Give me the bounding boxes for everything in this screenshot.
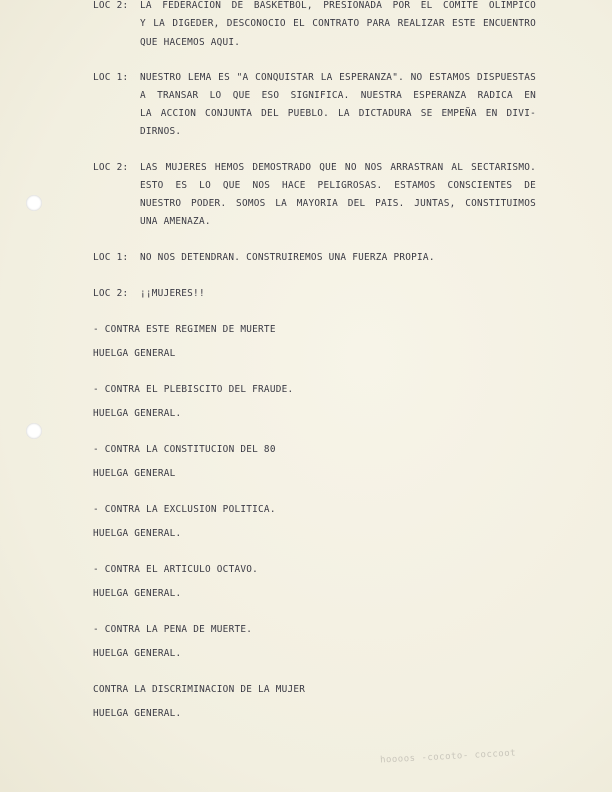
paragraph-line: NUESTRO LEMA ES "A CONQUISTAR LA ESPERANZA". NO ESTAMOS DISPUESTAS bbox=[140, 72, 536, 83]
paragraph-line: DIRNOS. bbox=[140, 126, 182, 137]
paragraph-line: LAS MUJERES HEMOS DEMOSTRADO QUE NO NOS ARRASTRAN AL SECTARISMO. bbox=[140, 162, 536, 173]
chant-response: HUELGA GENERAL. bbox=[93, 528, 182, 539]
chant-response: HUELGA GENERAL. bbox=[93, 588, 182, 599]
chant-response: HUELGA GENERAL. bbox=[93, 408, 182, 419]
chant-line: CONTRA LA DISCRIMINACION DE LA MUJER bbox=[93, 684, 306, 695]
punch-hole bbox=[26, 195, 42, 211]
chant-response: HUELGA GENERAL. bbox=[93, 648, 182, 659]
punch-hole bbox=[26, 423, 42, 439]
speaker-label: LOC 2: bbox=[93, 0, 129, 11]
faint-stamp: hoooos -cocoto- coccoot bbox=[379, 748, 517, 766]
chant-line: - CONTRA LA PENA DE MUERTE. bbox=[93, 624, 253, 635]
chant-line: - CONTRA LA EXCLUSION POLITICA. bbox=[93, 504, 276, 515]
chant-response: HUELGA GENERAL bbox=[93, 348, 176, 359]
paragraph-line: A TRANSAR LO QUE ESO SIGNIFICA. NUESTRA ESPERANZA RADICA EN bbox=[140, 90, 536, 101]
paragraph-line: QUE HACEMOS AQUI. bbox=[140, 37, 241, 48]
speaker-label: LOC 2: bbox=[93, 162, 129, 173]
paragraph-line: UNA AMENAZA. bbox=[140, 216, 211, 227]
paragraph-line: NUESTRO PODER. SOMOS LA MAYORIA DEL PAIS. JUNTAS, CONSTITUIMOS bbox=[140, 198, 536, 209]
paragraph-line: ¡¡MUJERES!! bbox=[140, 288, 205, 299]
paragraph-line: ESTO ES LO QUE NOS HACE PELIGROSAS. ESTAMOS CONSCIENTES DE bbox=[140, 180, 536, 191]
speaker-label: LOC 1: bbox=[93, 72, 129, 83]
paragraph-line: Y LA DIGEDER, DESCONOCIO EL CONTRATO PARA REALIZAR ESTE ENCUENTRO bbox=[140, 18, 536, 29]
speaker-label: LOC 1: bbox=[93, 252, 129, 263]
chant-line: - CONTRA EL PLEBISCITO DEL FRAUDE. bbox=[93, 384, 294, 395]
paragraph-line: NO NOS DETENDRAN. CONSTRUIREMOS UNA FUERZA PROPIA. bbox=[140, 252, 435, 263]
chant-line: - CONTRA ESTE REGIMEN DE MUERTE bbox=[93, 324, 276, 335]
chant-line: - CONTRA LA CONSTITUCION DEL 80 bbox=[93, 444, 276, 455]
paragraph-line: LA ACCION CONJUNTA DEL PUEBLO. LA DICTADURA SE EMPEÑA EN DIVI- bbox=[140, 108, 536, 119]
chant-response: HUELGA GENERAL. bbox=[93, 708, 182, 719]
speaker-label: LOC 2: bbox=[93, 288, 129, 299]
chant-response: HUELGA GENERAL bbox=[93, 468, 176, 479]
chant-line: - CONTRA EL ARTICULO OCTAVO. bbox=[93, 564, 259, 575]
paragraph-line: LA FEDERACION DE BASKETBOL, PRESIONADA POR EL COMITE OLIMPICO bbox=[140, 0, 536, 11]
